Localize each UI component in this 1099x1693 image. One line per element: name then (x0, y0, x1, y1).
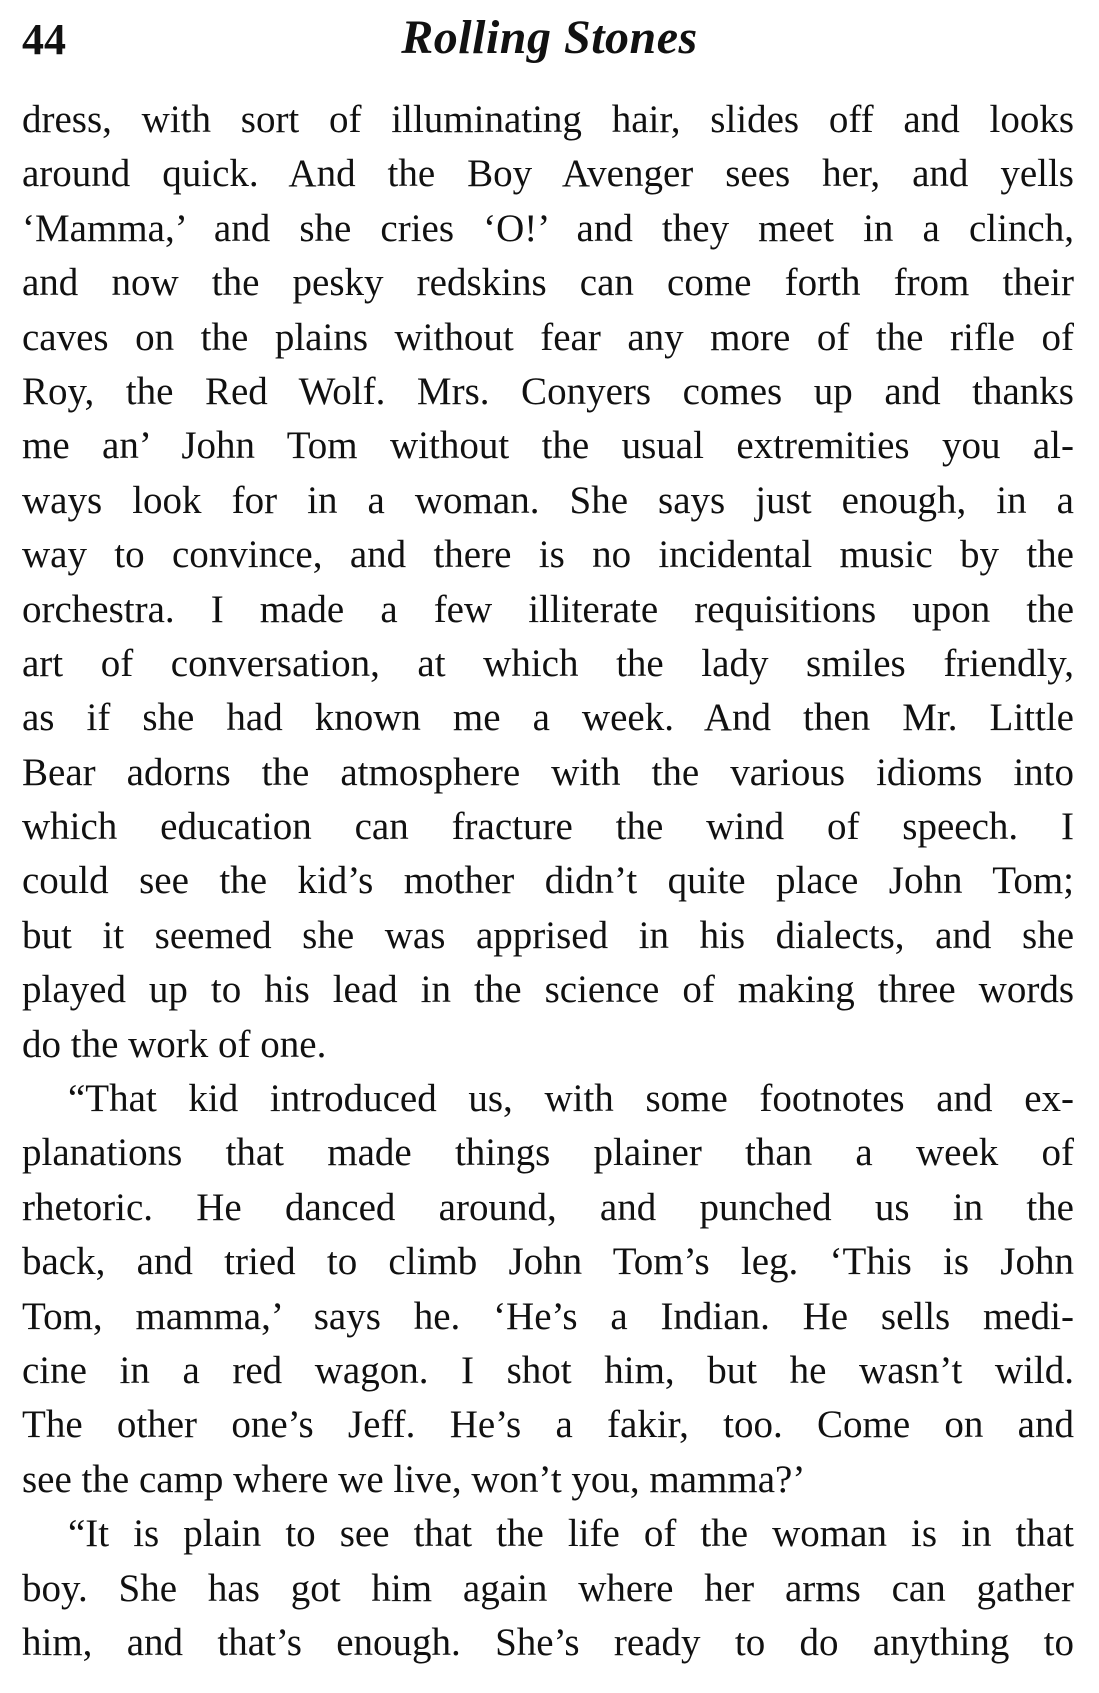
text-line: rhetoric. He danced around, and punched us in the (22, 1185, 1074, 1229)
text-line: could see the kid’s mother didn’t quite place John Tom; (22, 859, 1074, 903)
text-line: “It is plain to see that the life of the woman is in that (68, 1512, 1074, 1556)
text-line: way to convince, and there is no incidental music by the (22, 533, 1074, 577)
running-title: Rolling Stones (401, 11, 698, 64)
page-header (0, 11, 1099, 74)
text-line: boy. She has got him again where her arms can gather (22, 1566, 1074, 1610)
text-line: dress, with sort of illuminating hair, slides off and looks (22, 98, 1074, 141)
text-line: played up to his lead in the science of making three words (22, 968, 1074, 1012)
text-line: ‘Mamma,’ and she cries ‘O!’ and they meet in a clinch, (22, 206, 1074, 250)
text-line: back, and tried to climb John Tom’s leg. ‘This is John (22, 1240, 1074, 1284)
text-line: Roy, the Red Wolf. Mrs. Conyers comes up and thanks (22, 369, 1074, 413)
page-number: 44 (22, 15, 66, 64)
text-line: which education can fracture the wind of speech. I (22, 805, 1074, 849)
text-line: caves on the plains without fear any more of the rifle of (22, 315, 1074, 359)
text-line: me an’ John Tom without the usual extremities you al- (22, 424, 1074, 468)
text-line: as if she had known me a week. And then Mr. Little (22, 696, 1074, 740)
text-line: him, and that’s enough. She’s ready to do anything to (22, 1620, 1074, 1664)
text-line: but it seemed she was apprised in his dialects, and she (22, 913, 1074, 957)
text-line: and now the pesky redskins can come forth from their (22, 261, 1074, 305)
text-line: “That kid introduced us, with some footnotes and ex- (68, 1077, 1074, 1121)
body-text (22, 93, 1074, 1670)
text-line: around quick. And the Boy Avenger sees her, and yells (22, 152, 1074, 196)
text-line: Tom, mamma,’ says he. ‘He’s a Indian. He sells medi- (22, 1294, 1074, 1338)
text-line: do the work of one. (22, 1022, 327, 1066)
text-line: ways look for in a woman. She says just enough, in a (22, 478, 1074, 522)
text-line: art of conversation, at which the lady smiles friendly, (22, 641, 1074, 685)
text-line: cine in a red wagon. I shot him, but he wasn’t wild. (22, 1348, 1074, 1392)
text-line: planations that made things plainer than a week of (22, 1131, 1074, 1175)
text-line: orchestra. I made a few illiterate requisitions upon the (22, 587, 1074, 631)
text-line: Bear adorns the atmosphere with the various idioms into (22, 750, 1074, 794)
text-line: The other one’s Jeff. He’s a fakir, too. Come on and (22, 1403, 1074, 1447)
text-line: see the camp where we live, won’t you, mamma?’ (22, 1457, 806, 1501)
